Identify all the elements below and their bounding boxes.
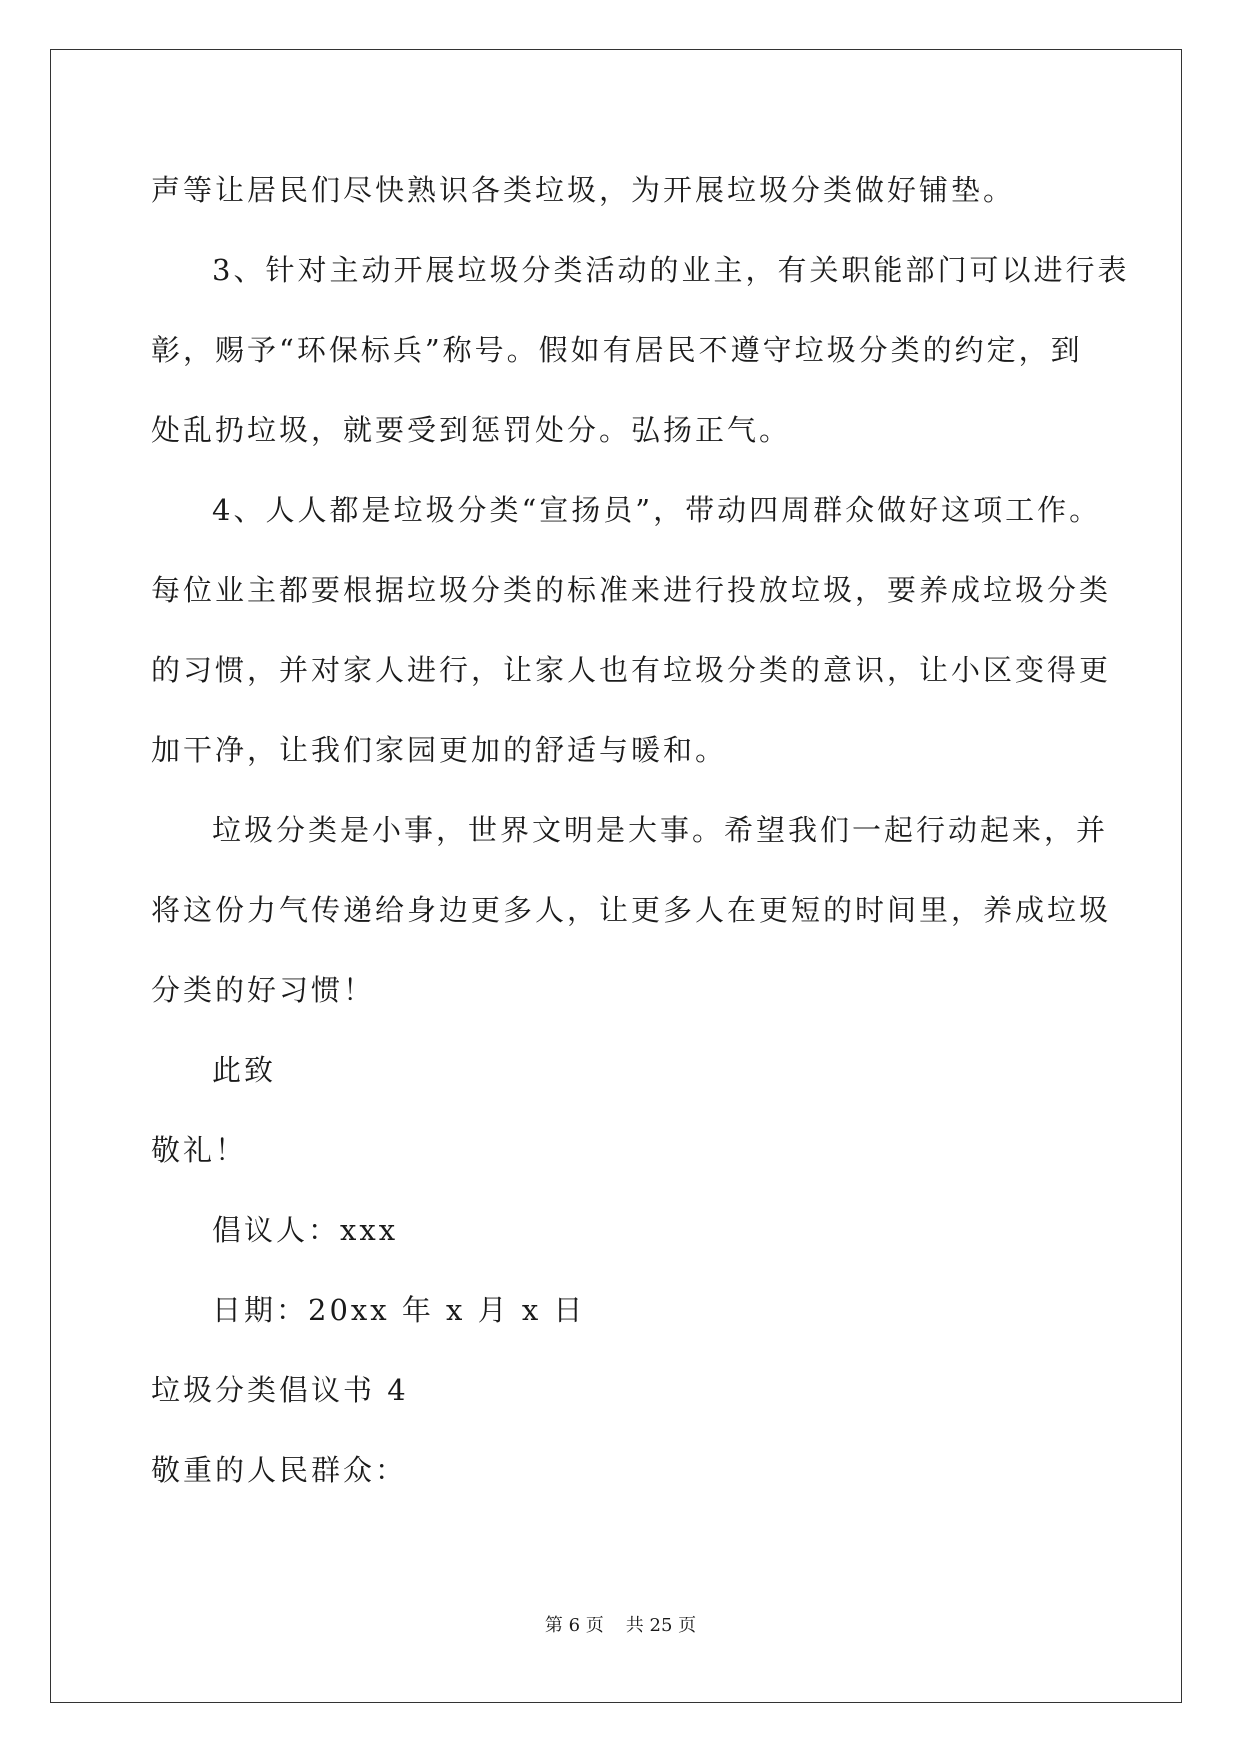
page-number: 第 6 页 <box>544 1615 604 1636</box>
date-line: 日期：20xx 年 x 月 x 日 <box>212 1293 586 1327</box>
closing-regards: 敬礼！ <box>151 1133 248 1167</box>
body-line-11: 分类的好习惯！ <box>151 973 376 1007</box>
body-line-4: 处乱扔垃圾，就要受到惩罚处分。弘扬正气。 <box>151 413 792 447</box>
body-line-2: 3、针对主动开展垃圾分类活动的业主，有关职能部门可以进行表 <box>212 253 1130 287</box>
body-line-5: 4、人人都是垃圾分类“宣扬员”，带动四周群众做好这项工作。 <box>212 493 1102 527</box>
body-line-3: 彰，赐予“环保标兵”称号。假如有居民不遵守垃圾分类的约定，到 <box>151 333 1083 367</box>
body-line-7: 的习惯，并对家人进行，让家人也有垃圾分类的意识，让小区变得更 <box>151 653 1112 687</box>
body-line-6: 每位业主都要根据垃圾分类的标准来进行投放垃圾，要养成垃圾分类 <box>151 573 1112 607</box>
body-line-8: 加干净，让我们家园更加的舒适与暖和。 <box>151 733 728 767</box>
body-line-1: 声等让居民们尽快熟识各类垃圾，为开展垃圾分类做好铺垫。 <box>151 173 1016 207</box>
greeting-line: 敬重的人民群众： <box>151 1453 408 1487</box>
body-line-10: 将这份力气传递给身边更多人，让更多人在更短的时间里，养成垃圾 <box>151 893 1112 927</box>
closing-salutation: 此致 <box>212 1053 277 1087</box>
body-line-9: 垃圾分类是小事，世界文明是大事。希望我们一起行动起来，并 <box>212 813 1109 847</box>
page-footer <box>0 1614 1241 1638</box>
proposer-line: 倡议人：xxx <box>212 1213 399 1247</box>
page-total: 共 25 页 <box>625 1615 697 1636</box>
section-title: 垃圾分类倡议书 4 <box>151 1373 409 1407</box>
